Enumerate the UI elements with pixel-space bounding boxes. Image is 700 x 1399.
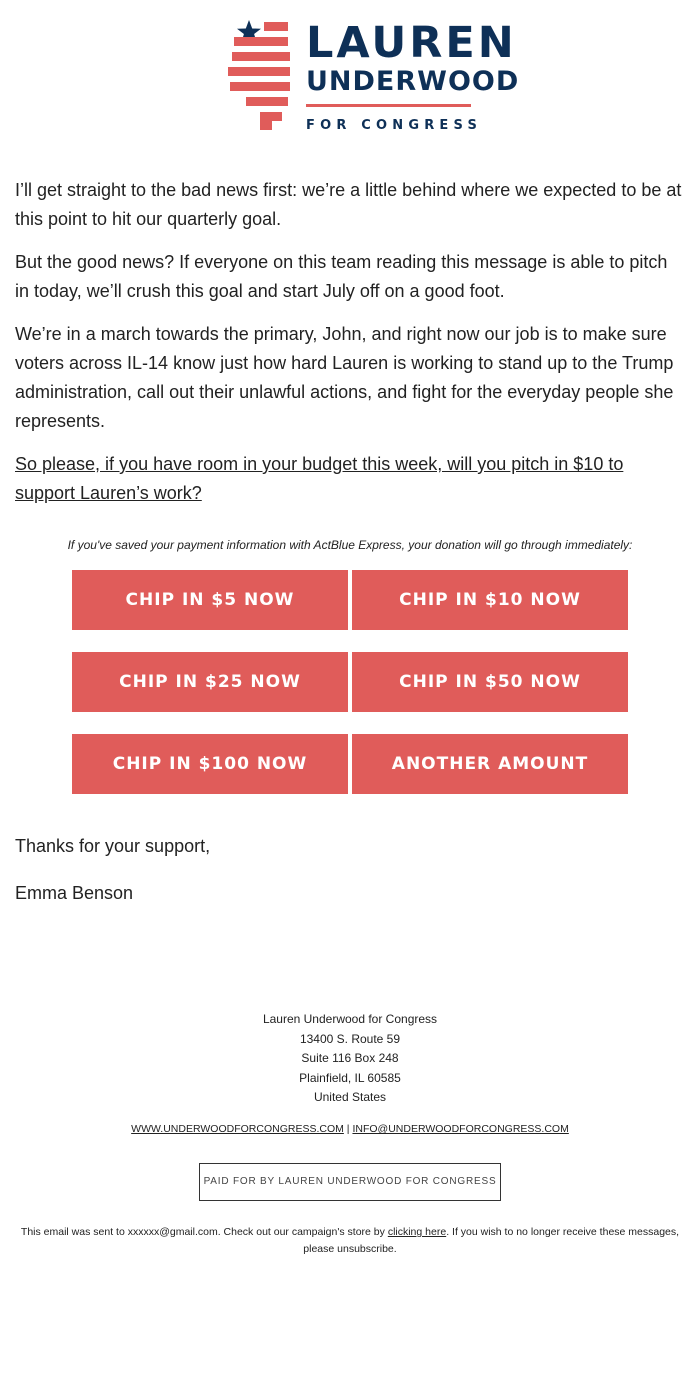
logo-name-last: UNDERWOOD bbox=[306, 66, 520, 97]
chip-in-5-button[interactable]: CHIP IN $5 NOW bbox=[72, 570, 348, 630]
another-amount-button[interactable]: ANOTHER AMOUNT bbox=[352, 734, 628, 794]
address-line-street: 13400 S. Route 59 bbox=[299, 1031, 401, 1046]
footer-links bbox=[0, 1123, 700, 1135]
chip-in-100-button[interactable]: CHIP IN $100 NOW bbox=[72, 734, 348, 794]
website-link[interactable]: WWW.UNDERWOODFORCONGRESS.COM bbox=[131, 1123, 344, 1135]
donate-cta-link[interactable]: So please, if you have room in your budget this week, will you pitch in $10 to support Lauren’s work? bbox=[15, 454, 624, 503]
fine-print-prefix: This email was sent to xxxxxx@gmail.com. Check out our campaign's store by bbox=[20, 1226, 388, 1238]
campaign-logo bbox=[228, 18, 520, 135]
address-line-country: United States bbox=[313, 1090, 387, 1104]
email-link[interactable]: INFO@UNDERWOODFORCONGRESS.COM bbox=[352, 1123, 569, 1135]
email-body bbox=[15, 176, 685, 522]
signoff bbox=[15, 832, 685, 926]
body-paragraph-2: But the good news? If everyone on this team reading this message is able to pitch in today, we’ll crush this goal and start July off on a good foot. bbox=[15, 252, 668, 301]
fine-print-suffix: . If you wish to no longer receive these messages, please unsubscribe. bbox=[303, 1226, 680, 1255]
sender-name: Emma Benson bbox=[15, 883, 134, 903]
actblue-note: If you've saved your payment information with ActBlue Express, your donation will go through immediately: bbox=[67, 538, 633, 552]
address-line-suite: Suite 116 Box 248 bbox=[301, 1051, 399, 1065]
body-paragraph-3: We’re in a march towards the primary, John, and right now our job is to make sure voters across IL-14 know just how hard Lauren is working to stand up to the Trump administration, call out their unlawful actions, and fight for the everyday people she represents. bbox=[15, 324, 674, 431]
link-separator: | bbox=[346, 1123, 350, 1135]
store-link[interactable]: clicking here bbox=[387, 1226, 447, 1238]
body-paragraph-1: I’ll get straight to the bad news first: we’re a little behind where we expected to be at this point to hit our quarterly goal. bbox=[15, 180, 682, 229]
paid-for-disclaimer: PAID FOR BY LAUREN UNDERWOOD FOR CONGRESS bbox=[199, 1163, 501, 1201]
chip-in-50-button[interactable]: CHIP IN $50 NOW bbox=[352, 652, 628, 712]
chip-in-10-button[interactable]: CHIP IN $10 NOW bbox=[352, 570, 628, 630]
closing-line: Thanks for your support, bbox=[15, 836, 211, 856]
footer-address bbox=[0, 1010, 700, 1108]
address-line-org: Lauren Underwood for Congress bbox=[262, 1012, 438, 1026]
illinois-flag-icon bbox=[228, 20, 292, 132]
chip-in-25-button[interactable]: CHIP IN $25 NOW bbox=[72, 652, 348, 712]
logo-name-first: LAUREN bbox=[306, 18, 517, 68]
logo-tagline: FOR CONGRESS bbox=[306, 118, 483, 133]
address-line-city: Plainfield, IL 60585 bbox=[299, 1070, 401, 1085]
logo-divider bbox=[306, 104, 471, 107]
footer-fine-print bbox=[20, 1224, 680, 1258]
